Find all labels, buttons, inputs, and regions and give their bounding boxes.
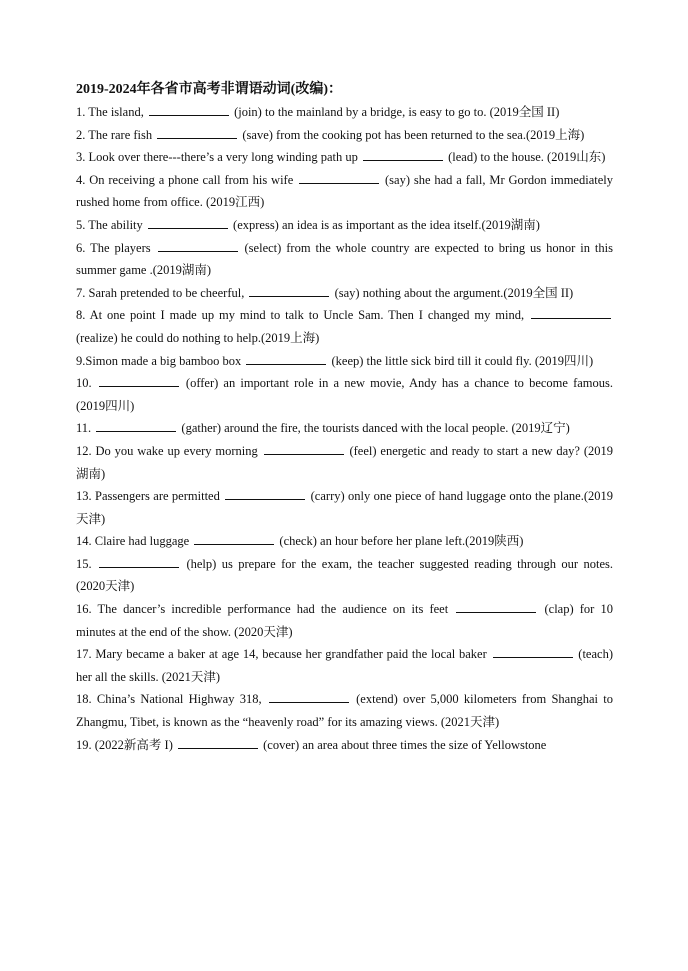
exercise-text-before: 7. Sarah pretended to be cheerful,: [76, 285, 248, 300]
answer-blank[interactable]: [299, 171, 379, 184]
exercise-text-after: (extend) over 5,000 kilometers from Shanghai to Zhangmu, Tibet, is known as the “heavenly road” for its amazing views. (2021天津): [76, 692, 613, 730]
exercise-item: [76, 169, 613, 214]
exercise-item: [76, 146, 613, 169]
exercise-text-after: (carry) only one piece of hand luggage onto the plane.(2019天津): [76, 489, 614, 526]
answer-blank[interactable]: [264, 442, 344, 455]
exercise-text-after: (gather) around the fire, the tourists danced with the local people. (2019辽宁): [178, 421, 570, 436]
exercise-item: [76, 350, 613, 373]
exercise-text-before: 16. The dancer’s incredible performance had the audience on its feet: [76, 602, 455, 617]
answer-blank[interactable]: [157, 126, 237, 139]
exercise-text-before: 8. At one point I made up my mind to talk to Uncle Sam. Then I changed my mind,: [76, 308, 529, 323]
exercise-item: [76, 124, 613, 147]
exercise-text-after: (feel) energetic and ready to start a new day? (2019湖南): [76, 443, 613, 481]
exercise-item: [76, 530, 613, 553]
exercise-text-after: (say) she had a fall, Mr Gordon immediately rushed home from office. (2019江西): [76, 172, 613, 210]
answer-blank[interactable]: [99, 374, 179, 387]
exercise-text-after: (join) to the mainland by a bridge, is easy to go to. (2019全国 II): [230, 105, 560, 119]
exercise-text-before: 10.: [76, 376, 97, 391]
answer-blank[interactable]: [249, 284, 329, 297]
exercise-text-after: (teach) her all the skills. (2021天津): [76, 647, 613, 684]
exercise-item: [76, 598, 613, 643]
exercise-text-after: (lead) to the house. (2019山东): [445, 150, 606, 165]
exercise-text-before: 5. The ability: [76, 217, 146, 232]
exercise-text-before: 3. Look over there---there’s a very long winding path up: [76, 150, 361, 165]
exercise-text-before: 19. (2022新高考 I): [76, 737, 176, 752]
exercise-text-after: (keep) the little sick bird till it could fly. (2019四川): [328, 353, 594, 368]
exercise-text-before: 15.: [76, 556, 98, 571]
exercise-text-before: 9.Simon made a big bamboo box: [76, 353, 245, 368]
exercise-text-before: 2. The rare fish: [76, 127, 156, 142]
exercise-text-before: 12. Do you wake up every morning: [76, 443, 262, 458]
exercise-item: [76, 214, 613, 237]
exercise-text-before: 11.: [76, 421, 95, 436]
answer-blank[interactable]: [493, 645, 573, 658]
exercise-text-after: (clap) for 10 minutes at the end of the show. (2020天津): [76, 602, 613, 639]
exercise-text-before: 17. Mary became a baker at age 14, because her grandfather paid the local baker: [76, 647, 491, 662]
exercise-text-before: 18. China’s National Highway 318,: [76, 692, 267, 707]
exercise-text-after: (express) an idea is as important as the idea itself.(2019湖南): [229, 217, 540, 232]
exercise-item: [76, 282, 613, 305]
exercise-text-after: (help) us prepare for the exam, the teacher suggested reading through our notes. (2020天津): [76, 556, 614, 594]
exercise-item: [76, 237, 613, 282]
exercise-text-before: 1. The island,: [76, 105, 147, 119]
exercise-text-before: 6. The players: [76, 240, 156, 255]
exercise-item: [76, 101, 613, 124]
exercise-text-after: (cover) an area about three times the size of Yellowstone: [260, 737, 547, 752]
exercise-text-after: (save) from the cooking pot has been returned to the sea.(2019上海): [239, 127, 585, 142]
exercise-item: [76, 734, 613, 757]
answer-blank[interactable]: [148, 216, 228, 229]
exercise-item: [76, 372, 613, 417]
exercise-item: [76, 643, 613, 688]
answer-blank[interactable]: [178, 736, 258, 749]
answer-blank[interactable]: [225, 487, 305, 500]
exercise-item: [76, 553, 613, 598]
exercise-item: [76, 688, 613, 733]
answer-blank[interactable]: [246, 352, 326, 365]
exercise-text-after: (check) an hour before her plane left.(2019陕西): [276, 534, 524, 549]
exercise-text-before: 14. Claire had luggage: [76, 534, 193, 549]
page-title: 2019-2024年各省市高考非谓语动词(改编)：: [76, 82, 342, 97]
exercise-text-after: (say) nothing about the argument.(2019全国 II): [331, 285, 574, 300]
exercise-item: [76, 417, 613, 440]
answer-blank[interactable]: [269, 690, 349, 703]
exercise-text-after: (realize) he could do nothing to help.(2019上海): [76, 330, 320, 345]
answer-blank[interactable]: [194, 532, 274, 545]
answer-blank[interactable]: [456, 600, 536, 613]
answer-blank[interactable]: [149, 103, 229, 116]
exercise-item: [76, 440, 613, 485]
exercise-item: [76, 304, 613, 349]
exercise-text-after: (offer) an important role in a new movie, Andy has a chance to become famous. (2019四川): [76, 376, 613, 413]
answer-blank[interactable]: [158, 239, 238, 252]
answer-blank[interactable]: [531, 306, 611, 319]
answer-blank[interactable]: [96, 419, 176, 432]
exercise-text-before: 4. On receiving a phone call from his wife: [76, 172, 298, 187]
answer-blank[interactable]: [99, 555, 179, 568]
exercise-item: [76, 485, 613, 530]
answer-blank[interactable]: [363, 148, 443, 161]
exercise-text-before: 13. Passengers are permitted: [76, 489, 224, 504]
exercise-text-after: (select) from the whole country are expected to bring us honor in this summer game .(2019湖南): [76, 240, 613, 278]
exercise-list: [76, 101, 613, 756]
